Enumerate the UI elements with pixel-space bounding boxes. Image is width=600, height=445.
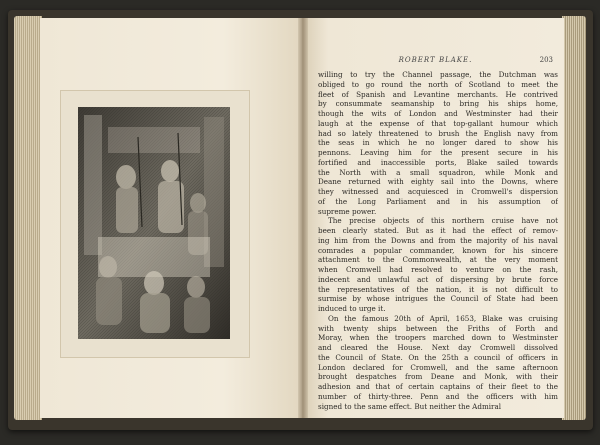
text-line: The precise objects of this northern cruise have not	[328, 216, 558, 226]
text-line: fleet of Spanish and Levantine merchants. He contrived	[318, 89, 558, 99]
text-line: brought despatches from Deane and Monk, with their	[318, 372, 558, 382]
text-line: of the Long Parliament and in his assumption of	[318, 196, 558, 206]
text-line: supreme power.	[318, 206, 377, 216]
text-line: the seas in which he no longer dared to show his	[318, 138, 558, 148]
text-line: obliged to go round the north of Scotland to meet the	[318, 79, 558, 89]
text-line: when Cromwell had resolved to venture on the rash,	[318, 265, 558, 274]
page-header	[318, 56, 553, 68]
page-text	[318, 70, 558, 411]
text-line: surmise by whose intrigues the Council of State had been	[318, 294, 558, 304]
text-line: been clearly stated. But as it had the effect of remov-	[318, 226, 558, 235]
text-line: signed to the same effect. But neither the Admiral	[318, 401, 502, 411]
text-line: laugh at the expense of that top-gallant humour which	[318, 118, 558, 128]
text-line: had so lately threatened to brush the English navy from	[318, 128, 558, 138]
text-line: Deane returned with eighty sail into the Downs, where	[318, 177, 558, 187]
text-line: Moray, when the troopers marched down to Westminster	[318, 333, 558, 343]
text-line: attachment to the Commonwealth, at the very moment	[318, 255, 558, 265]
text-line: pennons. Leaving him for the present secure in his	[318, 148, 558, 157]
page-edges-right	[562, 16, 586, 420]
text-line: the Council of State. On the 25th a council of officers in	[318, 352, 558, 362]
engraving-illustration	[78, 107, 230, 339]
text-line: induced to urge it.	[318, 304, 386, 313]
book-gutter	[298, 18, 308, 418]
running-title: ROBERT BLAKE.	[398, 56, 473, 64]
text-line: adhesion and that of certain captains of their fleet to the	[318, 382, 558, 391]
text-line: London declared for Cromwell, and the same afternoon	[318, 362, 558, 372]
text-line: though the wits of London and Westminster had their	[318, 109, 558, 118]
text-line: the North with a small squadron, while Monk and	[318, 167, 558, 177]
text-line: willing to try the Channel passage, the Dutchman was	[318, 70, 558, 79]
text-line: fortified and inaccessible ports, Blake sailed towards	[318, 157, 558, 167]
text-line: number of thirty-three. Penn and the officers with him	[318, 391, 558, 401]
text-line: comrades a popular commander, known for his sincere	[318, 245, 558, 255]
text-line: they witnessed and acquiesced in Cromwell's dispersion	[318, 187, 558, 196]
text-line: the representatives of the nation, it is not difficult to	[318, 284, 558, 294]
text-line: by consummate seamanship to bring his ships home,	[318, 99, 558, 109]
page-edges-left	[14, 16, 42, 420]
text-line: with twenty ships between the Friths of Forth and	[318, 323, 558, 333]
text-line: ing him from the Downs and from the majority of his naval	[318, 235, 558, 245]
text-line: and cleared the House. Next day Cromwell dissolved	[318, 343, 558, 352]
text-line: On the famous 20th of April, 1653, Blake was cruising	[328, 313, 558, 323]
text-line: indecent and unlawful act of dispersing by brute force	[318, 274, 558, 284]
page-number: 203	[539, 56, 553, 64]
